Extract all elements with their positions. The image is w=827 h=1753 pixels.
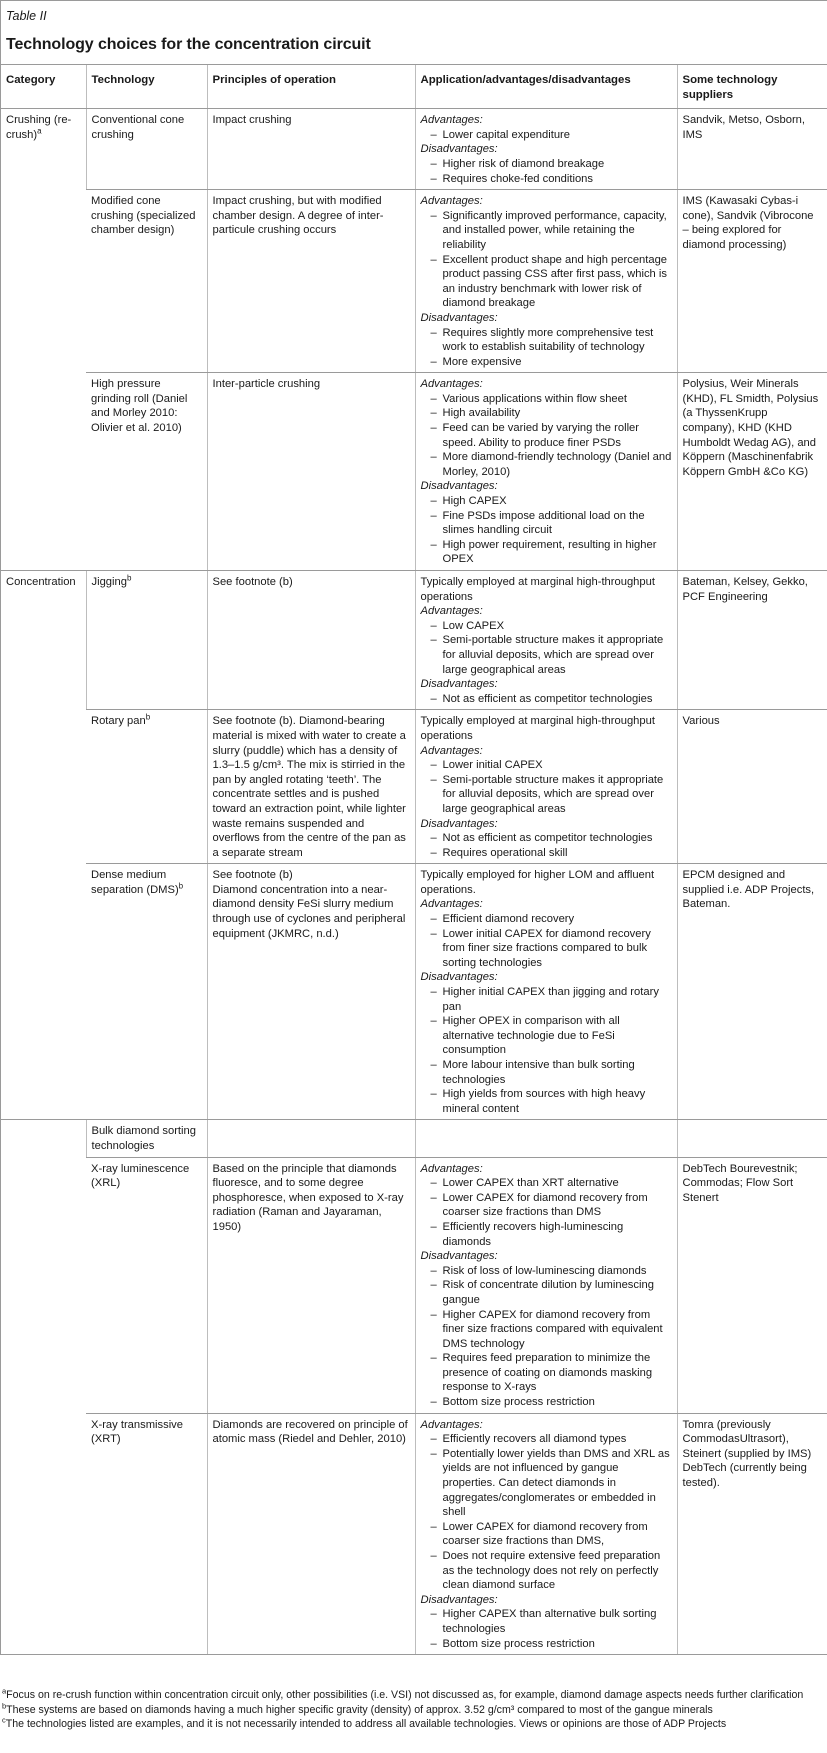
advantages-list [421, 209, 672, 311]
technology-name: Jigging [91, 576, 127, 588]
disadvantages-label: Disadvantages: [420, 678, 498, 691]
header-technology: Technology [86, 65, 207, 109]
footnote-text: These systems are based on diamonds having a much higher specific gravity (density) of approx. 3.52 g/cm³ compared to most of the gangue minerals [6, 1703, 713, 1716]
disadvantage-item: – Not as efficient as competitor technologies [431, 831, 672, 846]
advantage-item: – Various applications within flow sheet [431, 392, 672, 407]
application-cell [415, 109, 677, 190]
disadvantage-item: – Requires choke-fed conditions [431, 172, 672, 187]
advantages-label: Advantages: [420, 898, 483, 911]
disadvantages-list [421, 326, 672, 370]
disadvantage-item: – High power requirement, resulting in higher OPEX [431, 538, 672, 567]
advantage-item: – Significantly improved performance, capacity, and installed power, while retaining the reliability [431, 209, 672, 253]
suppliers-cell [677, 1413, 827, 1655]
suppliers-cell [677, 864, 827, 1120]
advantage-item: – Lower CAPEX for diamond recovery from coarser size fractions than DMS, [431, 1520, 672, 1549]
application-cell [415, 571, 677, 710]
advantage-item: – Feed can be varied by varying the roller speed. Ability to produce finer PSDs [431, 421, 672, 450]
suppliers-cell [677, 190, 827, 373]
header-principles: Principles of operation [207, 65, 415, 109]
advantage-item: – Potentially lower yields than DMS and XRL as yields are not influenced by gangue properties. Can detect diamonds in aggregates/conglomerates or embedded in shell [431, 1447, 672, 1520]
principles-cell [207, 373, 415, 571]
technology-cell [86, 373, 207, 571]
footnote-mark: b [178, 881, 184, 891]
advantage-item: – Lower capital expenditure [431, 128, 672, 143]
advantages-label: Advantages: [420, 378, 483, 391]
disadvantage-item: – Requires slightly more comprehensive test work to establish suitability of technology [431, 326, 672, 355]
category-crushing [1, 109, 86, 571]
technology-name: High pressure grinding roll (Daniel and Morley 2010: Olivier et al. 2010) [91, 378, 188, 435]
technology-cell [86, 864, 207, 1120]
disadvantages-label: Disadvantages: [420, 1593, 498, 1606]
advantages-list [421, 392, 672, 480]
application-cell [415, 190, 677, 373]
technology-name: Dense medium separation (DMS) [91, 869, 179, 896]
header-suppliers: Some technology suppliers [677, 65, 827, 109]
disadvantage-item: – Risk of loss of low-luminescing diamonds [431, 1264, 672, 1279]
disadvantages-list [421, 1264, 672, 1410]
table-row [1, 109, 827, 190]
principles-text: Inter-particle crushing [212, 378, 321, 391]
footnotes [2, 1686, 824, 1753]
technology-name: Modified cone crushing (specialized chamber design) [91, 195, 196, 237]
advantage-item: – More diamond-friendly technology (Daniel and Morley, 2010) [431, 450, 672, 479]
category-label: Concentration [6, 576, 76, 588]
suppliers-text: Tomra (previously CommodasUltrasort), Steinert (supplied by IMS) DebTech (currently being tested). [682, 1418, 812, 1490]
disadvantages-label: Disadvantages: [420, 480, 498, 493]
technology-cell [86, 190, 207, 373]
disadvantage-item: – High CAPEX [431, 494, 672, 509]
advantage-item: – Semi-portable structure makes it appropriate for alluvial deposits, which are spread over large geographical areas [431, 773, 672, 817]
table-row [1, 571, 827, 710]
technology-cell [86, 571, 207, 710]
principles-cell [207, 571, 415, 710]
application-cell [415, 373, 677, 571]
advantage-item: – Does not require extensive feed preparation as the technology does not rely on perfectly clean diamond surface [431, 1549, 672, 1593]
disadvantages-list [421, 1607, 672, 1651]
technology-name: Rotary pan [91, 715, 146, 728]
table-row [1, 710, 827, 864]
technology-cell [86, 1413, 207, 1655]
advantages-label: Advantages: [420, 1162, 483, 1175]
disadvantages-list [421, 157, 672, 186]
principles-text: See footnote (b). Diamond-bearing material is mixed with water to create a slurry (puddle) which has a density of 1.3–1.5 g/cm³. The mix is stirried in the pan by angled rotating ‘teeth’. The concentrate settles and is pushed toward an extraction point, while lighter waste remains suspended and overflows from the centre of the pan as a separate stream [212, 715, 406, 859]
application-intro: Typically employed for higher LOM and affluent operations. [420, 869, 655, 896]
header-row [1, 65, 827, 109]
advantages-list [421, 619, 672, 677]
technology-cell [86, 1120, 207, 1157]
principles-text: See footnote (b) [212, 576, 293, 588]
disadvantages-list [421, 692, 672, 707]
table-row [1, 1120, 827, 1157]
principles-cell [207, 1120, 415, 1157]
disadvantages-list [421, 494, 672, 567]
advantages-label: Advantages: [420, 195, 483, 208]
disadvantages-label: Disadvantages: [420, 1250, 498, 1263]
disadvantages-label: Disadvantages: [420, 817, 498, 830]
technology-table [1, 64, 827, 1655]
suppliers-cell [677, 373, 827, 571]
disadvantages-label: Disadvantages: [420, 311, 498, 324]
disadvantage-item: – Bottom size process restriction [431, 1637, 672, 1652]
principles-cell [207, 190, 415, 373]
advantage-item: – High availability [431, 406, 672, 421]
advantages-list [421, 758, 672, 816]
principles-cell [207, 109, 415, 190]
disadvantage-item: – Not as efficient as competitor technologies [431, 692, 672, 707]
disadvantage-item: – High yields from sources with high heavy mineral content [431, 1087, 672, 1116]
advantages-label: Advantages: [420, 114, 483, 127]
advantages-label: Advantages: [420, 605, 483, 618]
suppliers-cell [677, 1157, 827, 1413]
suppliers-text: Various [682, 715, 720, 728]
suppliers-cell [677, 109, 827, 190]
principles-cell [207, 864, 415, 1120]
application-cell [415, 864, 677, 1120]
footnote-a [2, 1686, 824, 1703]
technology-name: X-ray luminescence (XRL) [91, 1162, 190, 1190]
disadvantage-item: – Higher CAPEX than alternative bulk sorting technologies [431, 1607, 672, 1636]
principles-cell [207, 710, 415, 864]
principles-cell [207, 1157, 415, 1413]
application-intro: Typically employed at marginal high-throughput operations [420, 576, 655, 603]
suppliers-text: EPCM designed and supplied i.e. ADP Projects, Bateman. [682, 869, 815, 911]
suppliers-text: Polysius, Weir Minerals (KHD), FL Smidth, Polysius (a ThyssenKrupp company), KHD (KHD Humboldt Wedag AG), and Köppern (Maschinenfabrik Köppern GmbH &Co KG) [682, 378, 819, 478]
advantages-list [421, 128, 672, 143]
advantages-list [421, 912, 672, 970]
disadvantage-item: – Bottom size process restriction [431, 1395, 672, 1410]
suppliers-cell [677, 1120, 827, 1157]
disadvantage-item: – Higher risk of diamond breakage [431, 157, 672, 172]
footnote-mark: a [2, 1686, 7, 1696]
advantage-item: – Efficiently recovers all diamond types [431, 1432, 672, 1447]
technology-cell [86, 710, 207, 864]
application-cell [415, 1120, 677, 1157]
header-category: Category [1, 65, 86, 109]
disadvantages-label: Disadvantages: [420, 143, 498, 156]
advantages-label: Advantages: [420, 1418, 483, 1431]
application-cell [415, 1157, 677, 1413]
table-row [1, 373, 827, 571]
advantages-list [421, 1176, 672, 1249]
principles-text: See footnote (b) Diamond concentration into a near-diamond density FeSi slurry medium through use of cyclones and peripheral equipment (JKMRC, n.d.) [212, 869, 406, 940]
advantages-label: Advantages: [420, 744, 483, 757]
advantage-item: – Efficiently recovers high-luminescing diamonds [431, 1220, 672, 1249]
principles-text: Based on the principle that diamonds fluoresce, and to some degree phosphoresce, when exposed to X-ray radiation (Raman and Jayaraman, 1950) [212, 1162, 404, 1233]
footnote-mark: b [2, 1701, 7, 1711]
disadvantage-item: – Higher initial CAPEX than jigging and rotary pan [431, 985, 672, 1014]
header-application: Application/advantages/disadvantages [415, 65, 677, 109]
suppliers-text: Bateman, Kelsey, Gekko, PCF Engineering [682, 576, 808, 603]
disadvantages-label: Disadvantages: [420, 971, 498, 984]
table-body [1, 109, 827, 1655]
disadvantage-item: – Risk of concentrate dilution by luminescing gangue [431, 1278, 672, 1307]
disadvantages-list [421, 831, 672, 860]
principles-text: Impact crushing [212, 114, 292, 127]
suppliers-text: Sandvik, Metso, Osborn, IMS [682, 114, 805, 141]
disadvantage-item: – More expensive [431, 355, 672, 370]
footnote-c [2, 1715, 824, 1732]
disadvantages-list [421, 985, 672, 1116]
table-row [1, 1157, 827, 1413]
technology-name: X-ray transmissive (XRT) [91, 1418, 184, 1446]
suppliers-text: IMS (Kawasaki Cybas-i cone), Sandvik (Vibrocone – being explored for diamond processing) [682, 195, 814, 251]
technology-cell [86, 1157, 207, 1413]
footnote-mark: b [126, 573, 132, 583]
footnote-mark: b [145, 712, 151, 722]
disadvantage-item: – Higher CAPEX for diamond recovery from finer size fractions compared with equivalent DMS technology [431, 1308, 672, 1352]
category-label: Crushing (re-crush) [6, 114, 72, 141]
advantages-list [421, 1432, 672, 1593]
table-title: Technology choices for the concentration circuit [6, 36, 371, 53]
technology-cell [86, 109, 207, 190]
disadvantage-item: – Higher OPEX in comparison with all alternative technologie due to FeSi consumption [431, 1014, 672, 1058]
category-concentration [1, 571, 86, 1120]
footnote-b [2, 1701, 824, 1718]
footnote-text: The technologies listed are examples, and it is not necessarily intended to address all available technologies. Views or opinions are those of ADP Projects [5, 1718, 727, 1731]
suppliers-cell [677, 710, 827, 864]
footnote-text: Focus on re-crush function within concentration circuit only, other possibilities (i.e. VSI) not discussed as, for example, diamond damage aspects needs further clarification [6, 1689, 804, 1702]
advantage-item: – Excellent product shape and high percentage product passing CSS after first pass, which is an industry benchmark with lower risk of diamond breakage [431, 253, 672, 311]
suppliers-text: DebTech Bourevestnik; Commodas; Flow Sort Stenert [682, 1162, 798, 1204]
advantage-item: – Lower CAPEX for diamond recovery from coarser size fractions than DMS [431, 1191, 672, 1220]
principles-cell [207, 1413, 415, 1655]
advantage-item: – Low CAPEX [431, 619, 672, 634]
table-row [1, 1413, 827, 1655]
category-empty [1, 1120, 86, 1655]
principles-text: Impact crushing, but with modified chamber design. A degree of inter-particule crushing occurs [212, 195, 384, 237]
table-label: Table II [6, 9, 47, 23]
disadvantage-item: – Requires feed preparation to minimize the presence of coating on diamonds masking response to X-rays [431, 1351, 672, 1395]
table-row [1, 864, 827, 1120]
technology-name: Bulk diamond sorting technologies [91, 1125, 196, 1152]
principles-text: Diamonds are recovered on principle of atomic mass (Riedel and Dehler, 2010) [212, 1418, 408, 1446]
application-cell [415, 1413, 677, 1655]
advantage-item: – Semi-portable structure makes it appropriate for alluvial deposits, which are spread over large geographical areas [431, 633, 672, 677]
footnote-mark: c [2, 1715, 6, 1725]
table-row [1, 190, 827, 373]
disadvantage-item: – More labour intensive than bulk sorting technologies [431, 1058, 672, 1087]
technology-name: Conventional cone crushing [91, 114, 185, 141]
disadvantage-item: – Fine PSDs impose additional load on the slimes handling circuit [431, 509, 672, 538]
application-intro: Typically employed at marginal high-throughput operations [420, 715, 655, 742]
advantage-item: – Lower initial CAPEX for diamond recovery from finer size fractions compared to bulk sorting technologies [431, 927, 672, 971]
footnote-mark: a [37, 126, 42, 136]
application-cell [415, 710, 677, 864]
advantage-item: – Efficient diamond recovery [431, 912, 672, 927]
suppliers-cell [677, 571, 827, 710]
advantage-item: – Lower CAPEX than XRT alternative [431, 1176, 672, 1191]
advantage-item: – Lower initial CAPEX [431, 758, 672, 773]
disadvantage-item: – Requires operational skill [431, 846, 672, 861]
